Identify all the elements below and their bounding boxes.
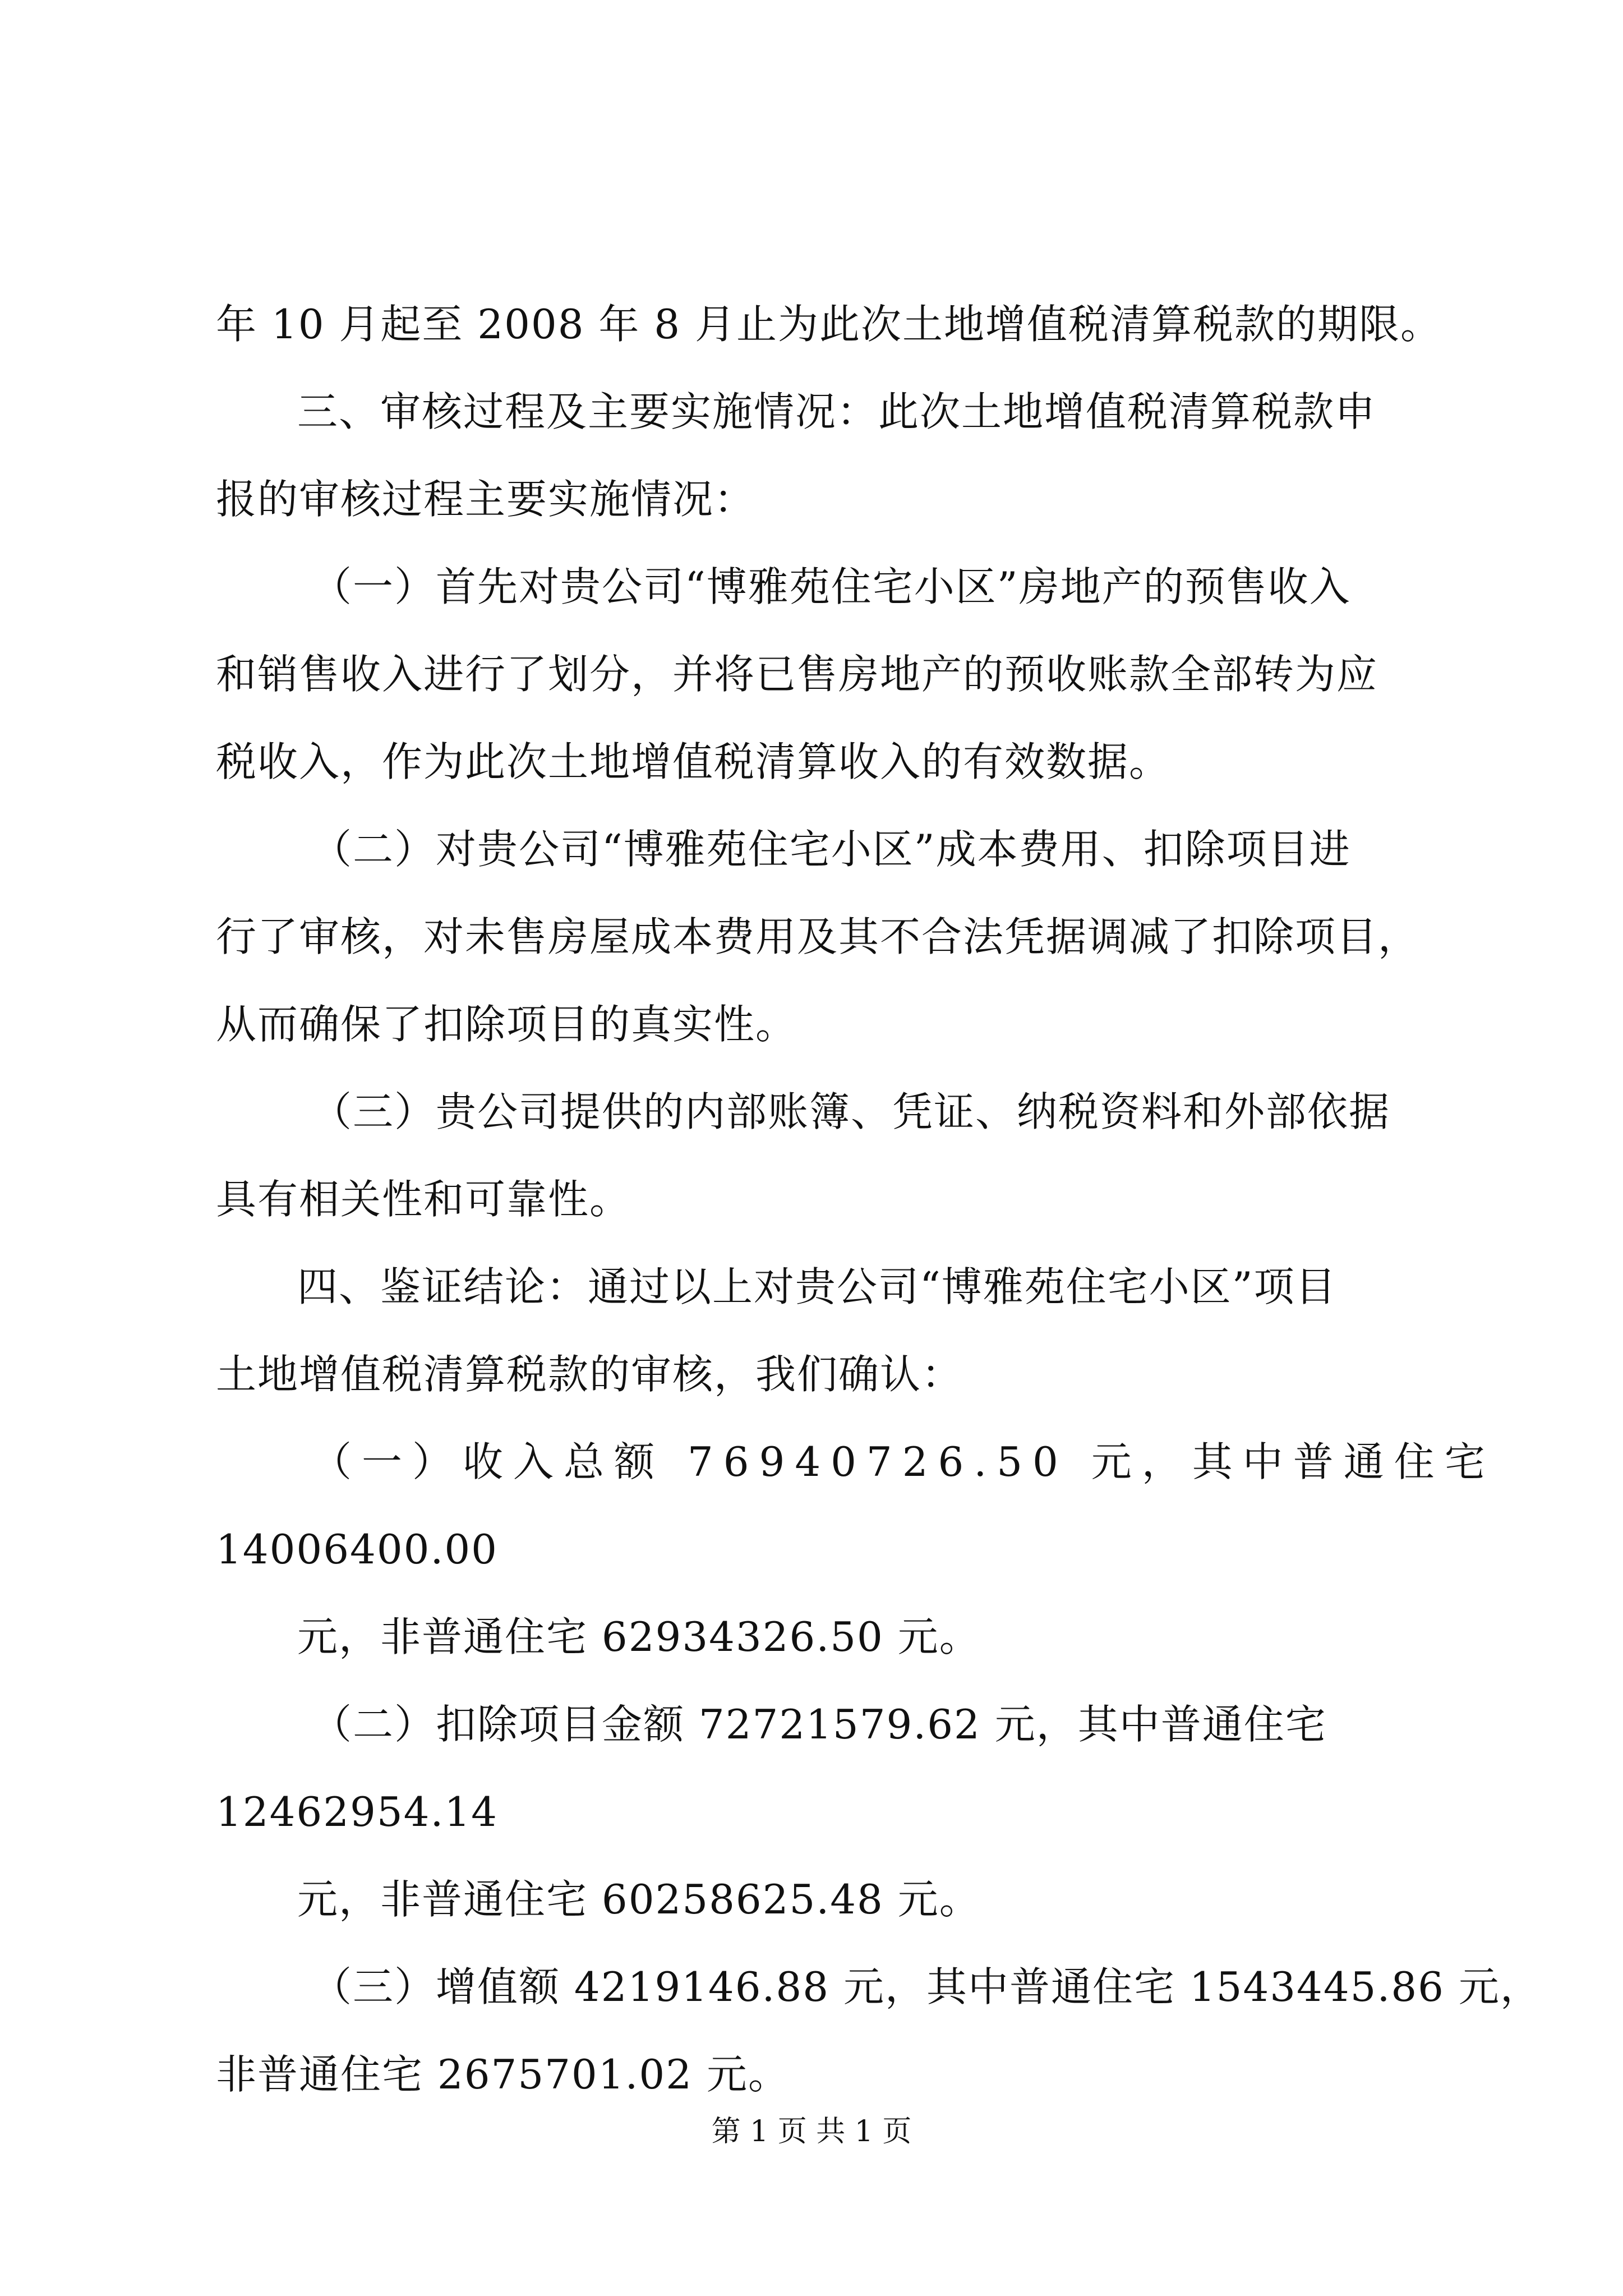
text-line: 年 10 月起至 2008 年 8 月止为此次土地增值税清算税款的期限。 <box>216 301 1442 348</box>
list-item: （三）贵公司提供的内部账簿、凭证、纳税资料和外部依据 <box>311 1088 1391 1135</box>
list-item: （二）对贵公司“博雅苑住宅小区”成本费用、扣除项目进 <box>311 826 1351 873</box>
text-line: 元，非普通住宅 62934326.50 元。 <box>297 1613 981 1660</box>
text-line: 14006400.00 <box>216 1526 498 1573</box>
list-item: （一）收入总额 76940726.50 元，其中普通住宅 <box>311 1438 1495 1485</box>
text-line: 元，非普通住宅 60258625.48 元。 <box>297 1876 981 1923</box>
page-number-footer: 第 1 页 共 1 页 <box>711 2115 912 2148</box>
section-heading-conclusion: 四、鉴证结论：通过以上对贵公司“博雅苑住宅小区”项目 <box>297 1263 1337 1310</box>
text-line: 税收入，作为此次土地增值税清算收入的有效数据。 <box>216 738 1171 785</box>
list-item: （二）扣除项目金额 72721579.62 元，其中普通住宅 <box>311 1701 1327 1748</box>
section-heading-audit-process: 三、审核过程及主要实施情况：此次土地增值税清算税款申 <box>297 388 1377 435</box>
text-line: 报的审核过程主要实施情况： <box>216 476 756 523</box>
text-line: 具有相关性和可靠性。 <box>216 1176 631 1223</box>
text-line: 从而确保了扣除项目的真实性。 <box>216 1001 797 1048</box>
text-line: 和销售收入进行了划分，并将已售房地产的预收账款全部转为应 <box>216 651 1378 698</box>
text-line: 12462954.14 <box>216 1788 498 1835</box>
text-line: 土地增值税清算税款的审核，我们确认： <box>216 1351 963 1398</box>
list-item: （一）首先对贵公司“博雅苑住宅小区”房地产的预售收入 <box>311 563 1351 610</box>
text-line: 行了审核，对未售房屋成本费用及其不合法凭据调减了扣除项目， <box>216 913 1420 960</box>
list-item: （三）增值额 4219146.88 元，其中普通住宅 1543445.86 元， <box>311 1963 1542 2010</box>
document-body <box>216 280 1542 2118</box>
text-line: 非普通住宅 2675701.02 元。 <box>216 2051 790 2098</box>
